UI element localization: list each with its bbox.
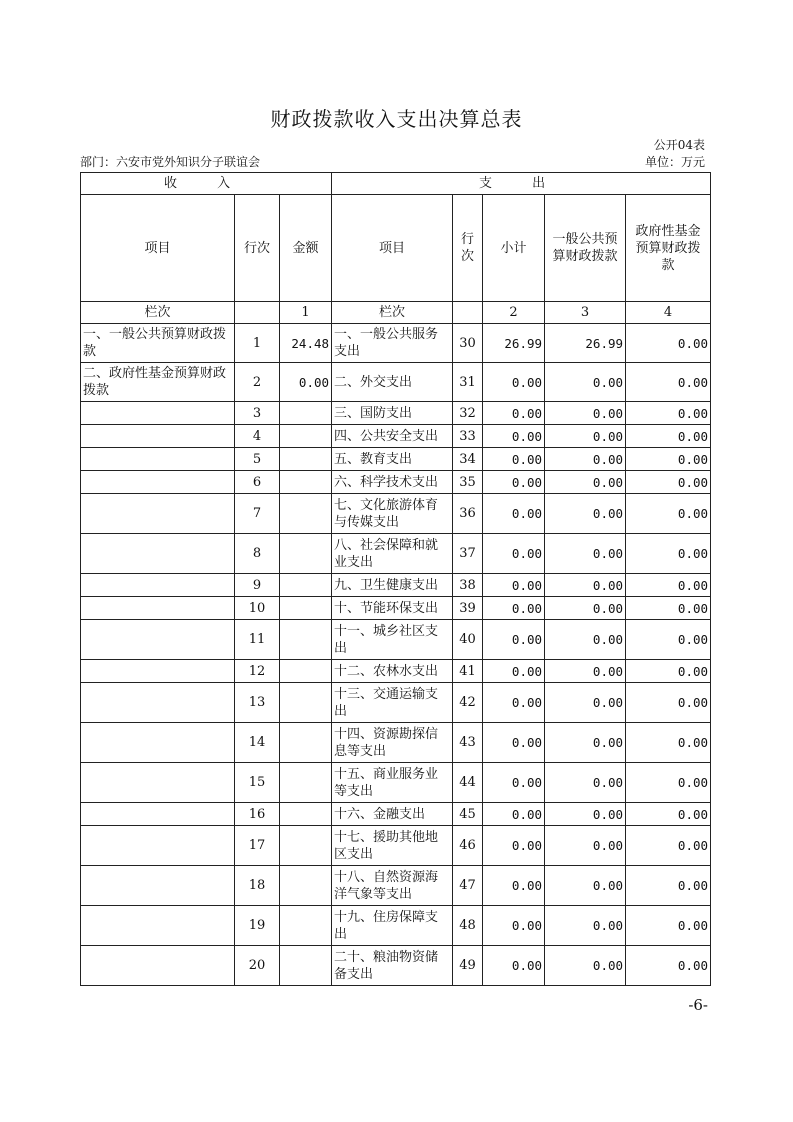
exp-item-cell: 七、文化旅游体育与传媒支出 [332,494,453,534]
exp-line-cell: 47 [453,866,483,906]
general-budget-cell: 0.00 [545,534,626,574]
general-budget-cell: 0.00 [545,906,626,946]
exp-item-cell: 十、节能环保支出 [332,597,453,620]
gov-fund-cell: 0.00 [626,826,711,866]
general-budget-cell: 0.00 [545,471,626,494]
col-number-blank [235,302,280,324]
amount-cell [280,471,332,494]
exp-line-cell: 45 [453,803,483,826]
general-budget-cell: 0.00 [545,683,626,723]
table-row [81,324,711,363]
income-line-cell: 1 [235,324,280,363]
gov-fund-cell: 0.00 [626,448,711,471]
income-line-cell: 5 [235,448,280,471]
subtotal-cell: 0.00 [483,620,545,660]
gov-fund-cell: 0.00 [626,494,711,534]
table-row [81,803,711,826]
exp-line-cell: 30 [453,324,483,363]
exp-item-cell: 十九、住房保障支出 [332,906,453,946]
gov-fund-cell: 0.00 [626,946,711,986]
exp-line-cell: 39 [453,597,483,620]
table-row [81,402,711,425]
table-row [81,683,711,723]
exp-line-cell: 43 [453,723,483,763]
income-item-cell [81,946,235,986]
exp-item-cell: 九、卫生健康支出 [332,574,453,597]
exp-line-cell: 35 [453,471,483,494]
expenditure-section-header: 支 出 [332,173,711,195]
gov-fund-cell: 0.00 [626,363,711,402]
general-budget-cell: 0.00 [545,723,626,763]
exp-line-cell: 32 [453,402,483,425]
exp-col-number-blank [453,302,483,324]
report-title: 财政拨款收入支出决算总表 [270,107,523,131]
general-budget-cell: 0.00 [545,826,626,866]
table-row [81,866,711,906]
income-line-cell: 8 [235,534,280,574]
general-budget-cell: 0.00 [545,494,626,534]
department-label: 部门：六安市党外知识分子联谊会 [80,155,261,169]
col-number-4: 4 [626,302,711,324]
income-line-cell: 15 [235,763,280,803]
table-body [81,324,711,986]
subtotal-cell: 0.00 [483,763,545,803]
income-line-cell: 12 [235,660,280,683]
income-item-cell [81,906,235,946]
unit-label: 单位：万元 [644,155,705,169]
income-line-cell: 10 [235,597,280,620]
col-number-3: 3 [545,302,626,324]
subtotal-cell: 0.00 [483,906,545,946]
general-budget-cell: 0.00 [545,425,626,448]
amount-cell [280,402,332,425]
general-budget-cell: 0.00 [545,620,626,660]
exp-project-header: 项目 [332,195,453,302]
gov-fund-cell: 0.00 [626,763,711,803]
table-row [81,660,711,683]
gov-fund-cell: 0.00 [626,906,711,946]
gov-fund-header: 政府性基金预算财政拨款 [626,195,711,302]
exp-line-cell: 44 [453,763,483,803]
amount-cell [280,534,332,574]
col-number-2: 2 [483,302,545,324]
income-item-cell [81,803,235,826]
exp-line-cell: 36 [453,494,483,534]
exp-item-cell: 六、科学技术支出 [332,471,453,494]
income-item-cell [81,574,235,597]
income-item-cell [81,402,235,425]
gov-fund-cell: 0.00 [626,660,711,683]
subtotal-cell: 0.00 [483,471,545,494]
amount-cell [280,906,332,946]
subtotal-cell: 0.00 [483,402,545,425]
amount-cell [280,574,332,597]
gov-fund-cell: 0.00 [626,866,711,906]
exp-item-cell: 十一、城乡社区支出 [332,620,453,660]
table-row [81,946,711,986]
exp-line-cell: 33 [453,425,483,448]
subtotal-cell: 0.00 [483,723,545,763]
exp-line-cell: 40 [453,620,483,660]
gov-fund-cell: 0.00 [626,402,711,425]
exp-line-cell: 46 [453,826,483,866]
subtotal-cell: 0.00 [483,425,545,448]
exp-item-cell: 四、公共安全支出 [332,425,453,448]
income-line-cell: 17 [235,826,280,866]
exp-item-cell: 十七、援助其他地区支出 [332,826,453,866]
exp-item-cell: 十五、商业服务业等支出 [332,763,453,803]
exp-line-cell: 31 [453,363,483,402]
income-item-cell [81,763,235,803]
income-line-cell: 11 [235,620,280,660]
income-line-cell: 7 [235,494,280,534]
income-item-cell [81,534,235,574]
table-row [81,471,711,494]
finance-table [80,172,711,986]
exp-item-cell: 二、外交支出 [332,363,453,402]
subtotal-cell: 0.00 [483,363,545,402]
table-row [81,574,711,597]
form-number: 公开04表 [653,138,705,152]
exp-line-header: 行次 [453,195,483,302]
amount-header: 金额 [280,195,332,302]
income-item-cell: 二、政府性基金预算财政拨款 [81,363,235,402]
subtotal-cell: 0.00 [483,660,545,683]
income-line-cell: 16 [235,803,280,826]
exp-line-cell: 48 [453,906,483,946]
income-project-header: 项目 [81,195,235,302]
income-item-cell [81,660,235,683]
table-row [81,763,711,803]
income-line-header: 行次 [235,195,280,302]
gov-fund-cell: 0.00 [626,597,711,620]
income-item-cell [81,448,235,471]
subtotal-cell: 26.99 [483,324,545,363]
amount-cell [280,597,332,620]
income-item-cell [81,723,235,763]
general-budget-cell: 0.00 [545,363,626,402]
exp-item-cell: 十四、资源勘探信息等支出 [332,723,453,763]
amount-cell [280,425,332,448]
general-budget-cell: 0.00 [545,946,626,986]
exp-line-cell: 37 [453,534,483,574]
table-row [81,723,711,763]
gov-fund-cell: 0.00 [626,723,711,763]
subtotal-cell: 0.00 [483,574,545,597]
gov-fund-cell: 0.00 [626,803,711,826]
amount-cell: 24.48 [280,324,332,363]
page-number: -6- [688,996,708,1014]
col-number-1: 1 [280,302,332,324]
exp-item-cell: 十三、交通运输支出 [332,683,453,723]
income-item-cell [81,826,235,866]
exp-line-cell: 34 [453,448,483,471]
gov-fund-cell: 0.00 [626,324,711,363]
amount-cell [280,826,332,866]
exp-line-cell: 41 [453,660,483,683]
general-budget-cell: 0.00 [545,574,626,597]
income-item-cell [81,620,235,660]
exp-col-number-label: 栏次 [332,302,453,324]
general-budget-cell: 0.00 [545,866,626,906]
amount-cell [280,660,332,683]
gov-fund-cell: 0.00 [626,574,711,597]
income-line-cell: 9 [235,574,280,597]
income-line-cell: 19 [235,906,280,946]
amount-cell [280,803,332,826]
exp-item-cell: 十二、农林水支出 [332,660,453,683]
subtotal-cell: 0.00 [483,597,545,620]
table-row [81,494,711,534]
exp-item-cell: 八、社会保障和就业支出 [332,534,453,574]
amount-cell [280,683,332,723]
amount-cell [280,866,332,906]
income-line-cell: 3 [235,402,280,425]
amount-cell [280,723,332,763]
amount-cell [280,448,332,471]
table-row [81,620,711,660]
income-item-cell: 一、一般公共预算财政拨款 [81,324,235,363]
exp-item-cell: 一、一般公共服务支出 [332,324,453,363]
general-budget-cell: 0.00 [545,660,626,683]
subtotal-cell: 0.00 [483,946,545,986]
subtotal-cell: 0.00 [483,448,545,471]
subtotal-cell: 0.00 [483,683,545,723]
exp-item-cell: 十八、自然资源海洋气象等支出 [332,866,453,906]
subtotal-cell: 0.00 [483,803,545,826]
income-line-cell: 2 [235,363,280,402]
subtotal-header: 小计 [483,195,545,302]
subtotal-cell: 0.00 [483,534,545,574]
general-budget-cell: 0.00 [545,448,626,471]
gov-fund-cell: 0.00 [626,471,711,494]
table-row [81,534,711,574]
subtotal-cell: 0.00 [483,866,545,906]
exp-line-cell: 38 [453,574,483,597]
income-line-cell: 18 [235,866,280,906]
income-line-cell: 14 [235,723,280,763]
amount-cell: 0.00 [280,363,332,402]
amount-cell [280,946,332,986]
general-budget-header: 一般公共预算财政拨款 [545,195,626,302]
general-budget-cell: 0.00 [545,402,626,425]
income-section-header: 收 入 [81,173,332,195]
gov-fund-cell: 0.00 [626,683,711,723]
income-item-cell [81,597,235,620]
income-item-cell [81,866,235,906]
col-number-label: 栏次 [81,302,235,324]
table-row [81,425,711,448]
general-budget-cell: 0.00 [545,763,626,803]
exp-line-cell: 42 [453,683,483,723]
amount-cell [280,620,332,660]
income-line-cell: 20 [235,946,280,986]
income-item-cell [81,683,235,723]
subtotal-cell: 0.00 [483,826,545,866]
gov-fund-cell: 0.00 [626,534,711,574]
income-item-cell [81,425,235,448]
general-budget-cell: 0.00 [545,597,626,620]
gov-fund-cell: 0.00 [626,425,711,448]
amount-cell [280,763,332,803]
subtotal-cell: 0.00 [483,494,545,534]
exp-item-cell: 二十、粮油物资储备支出 [332,946,453,986]
general-budget-cell: 0.00 [545,803,626,826]
table-row [81,363,711,402]
table-row [81,906,711,946]
income-item-cell [81,471,235,494]
gov-fund-cell: 0.00 [626,620,711,660]
exp-item-cell: 三、国防支出 [332,402,453,425]
income-item-cell [81,494,235,534]
table-header [81,173,711,324]
exp-item-cell: 十六、金融支出 [332,803,453,826]
income-line-cell: 4 [235,425,280,448]
table-row [81,448,711,471]
exp-line-cell: 49 [453,946,483,986]
table-row [81,597,711,620]
table-row [81,826,711,866]
general-budget-cell: 26.99 [545,324,626,363]
amount-cell [280,494,332,534]
income-line-cell: 13 [235,683,280,723]
exp-item-cell: 五、教育支出 [332,448,453,471]
income-line-cell: 6 [235,471,280,494]
